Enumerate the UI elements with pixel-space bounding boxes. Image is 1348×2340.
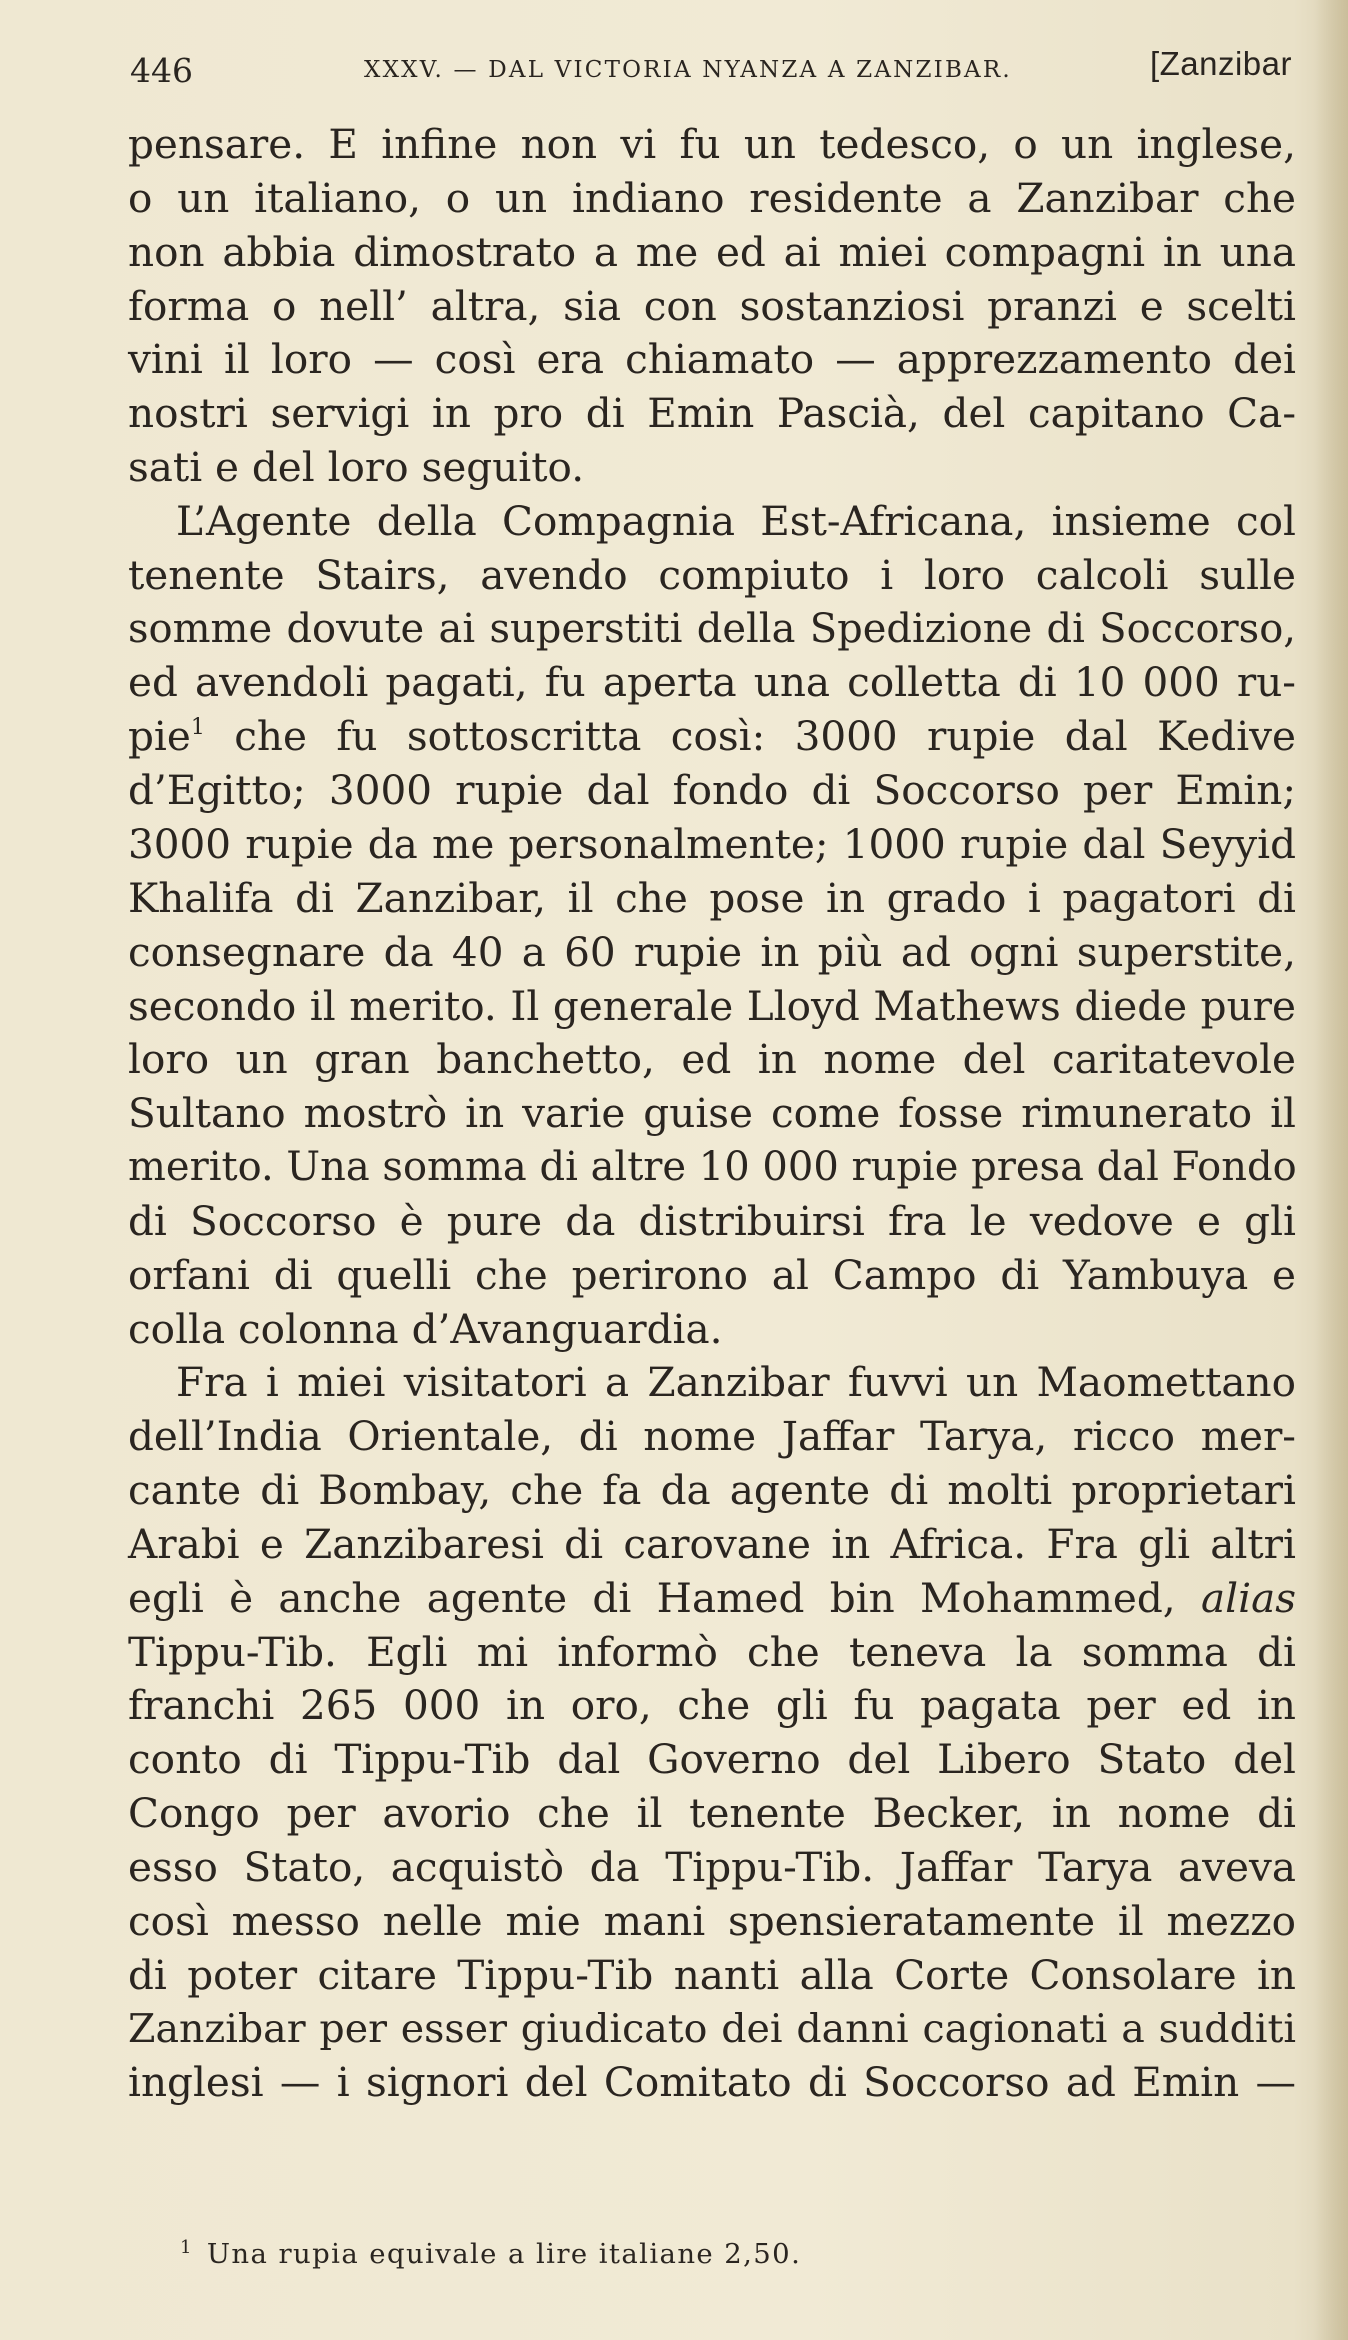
text-line: non abbia dimostrato a me ed ai miei compagni in una	[128, 227, 1296, 276]
text-line: 3000 rupie da me personalmente; 1000 rupie dal Seyyid	[128, 819, 1296, 868]
running-title: XXXV. — DAL VICTORIA NYANZA A ZANZIBAR.	[364, 57, 1012, 83]
text-line-rest: che fu sottoscritta così: 3000 rupie dal Kedive	[234, 712, 1296, 761]
text-line: di Soccorso è pure da distribuirsi fra le vedove e gli	[128, 1196, 1296, 1245]
text-line: vini il loro — così era chiamato — apprezzamento dei	[128, 335, 1296, 384]
body-text	[128, 118, 1296, 2110]
text-line: ed avendoli pagati, fu aperta una colletta di 10 000 ru-	[128, 658, 1296, 707]
text-line: cante di Bombay, che fa da agente di molti proprietari	[128, 1466, 1296, 1515]
text-line: orfani di quelli che perirono al Campo di Yambuya e	[128, 1250, 1296, 1299]
running-header	[130, 45, 1292, 93]
text-line: loro un gran banchetto, ed in nome del caritatevole	[128, 1035, 1296, 1084]
text-line: Congo per avorio che il tenente Becker, in nome di	[128, 1789, 1296, 1838]
text-line: Khalifa di Zanzibar, il che pose in grado i pagatori di	[128, 873, 1296, 922]
text-line: tenente Stairs, avendo compiuto i loro calcoli sulle	[128, 550, 1296, 599]
word-pie: pie	[128, 712, 191, 761]
text-line: d’Egitto; 3000 rupie dal fondo di Soccorso per Emin;	[128, 766, 1296, 815]
footnote-reference[interactable]: 1	[190, 715, 205, 741]
paragraph-start: Fra i miei visitatori a Zanzibar fuvvi un Maomettano	[176, 1358, 1296, 1407]
text-line: merito. Una somma di altre 10 000 rupie presa dal Fondo	[128, 1144, 1297, 1191]
text-line: esso Stato, acquistò da Tippu-Tib. Jaffar Tarya aveva	[128, 1843, 1296, 1891]
text-line: nostri servigi in pro di Emin Pascià, del capitano Ca-	[128, 389, 1296, 438]
text-line: franchi 265 000 in oro, che gli fu pagata per ed in	[128, 1681, 1296, 1730]
text-line: Sultano mostrò in varie guise come fosse rimunerato il	[128, 1089, 1296, 1138]
footnote-marker: 1	[180, 2237, 193, 2258]
text-line: o un italiano, o un indiano residente a Zanzibar che	[128, 173, 1296, 222]
text-line-with-footnote	[128, 710, 1296, 764]
text-line: di poter citare Tippu-Tib nanti alla Corte Consolare in	[128, 1950, 1296, 1999]
text-line: Tippu-Tib. Egli mi informò che teneva la somma di	[128, 1627, 1296, 1676]
section-label: [Zanzibar	[1149, 45, 1292, 82]
text-line: somme dovute ai superstiti della Spedizione di Soccorso,	[128, 605, 1296, 652]
page-number: 446	[130, 51, 193, 90]
text-line: consegnare da 40 a 60 rupie in più ad ogni superstite,	[128, 927, 1296, 976]
text-line: pensare. E infine non vi fu un tedesco, o un inglese,	[128, 120, 1296, 168]
text-line: così messo nelle mie mani spensieratamente il mezzo	[128, 1896, 1296, 1945]
italic-word-alias: alias	[1201, 1573, 1296, 1622]
footnote-text: Una rupia equivale a lire italiane 2,50.	[206, 2238, 802, 2270]
text-line: secondo il merito. Il generale Lloyd Mathews diede pure	[128, 981, 1296, 1030]
text-line: sati e del loro seguito.	[128, 443, 585, 492]
footnote	[180, 2238, 1080, 2270]
text-line: colla colonna d’Avanguardia.	[128, 1304, 723, 1353]
text-line: conto di Tippu-Tib dal Governo del Libero Stato del	[128, 1735, 1296, 1784]
text-line: Zanzibar per esser giudicato dei danni cagionati a sudditi	[128, 2005, 1296, 2052]
text-line: dell’India Orientale, di nome Jaffar Tarya, ricco mer-	[128, 1412, 1296, 1461]
text-line: inglesi — i signori del Comitato di Soccorso ad Emin —	[128, 2058, 1296, 2107]
paragraph-start: L’Agente della Compagnia Est-Africana, insieme col	[176, 496, 1296, 545]
text-line: Arabi e Zanzibaresi di carovane in Africa. Fra gli altri	[128, 1519, 1296, 1568]
page-edge-shadow	[1314, 0, 1348, 2340]
text-line-start: egli è anche agente di Hamed bin Mohammed,	[128, 1573, 1176, 1622]
text-line-with-italic	[128, 1572, 1296, 1626]
text-line: forma o nell’ altra, sia con sostanziosi pranzi e scelti	[128, 281, 1296, 330]
